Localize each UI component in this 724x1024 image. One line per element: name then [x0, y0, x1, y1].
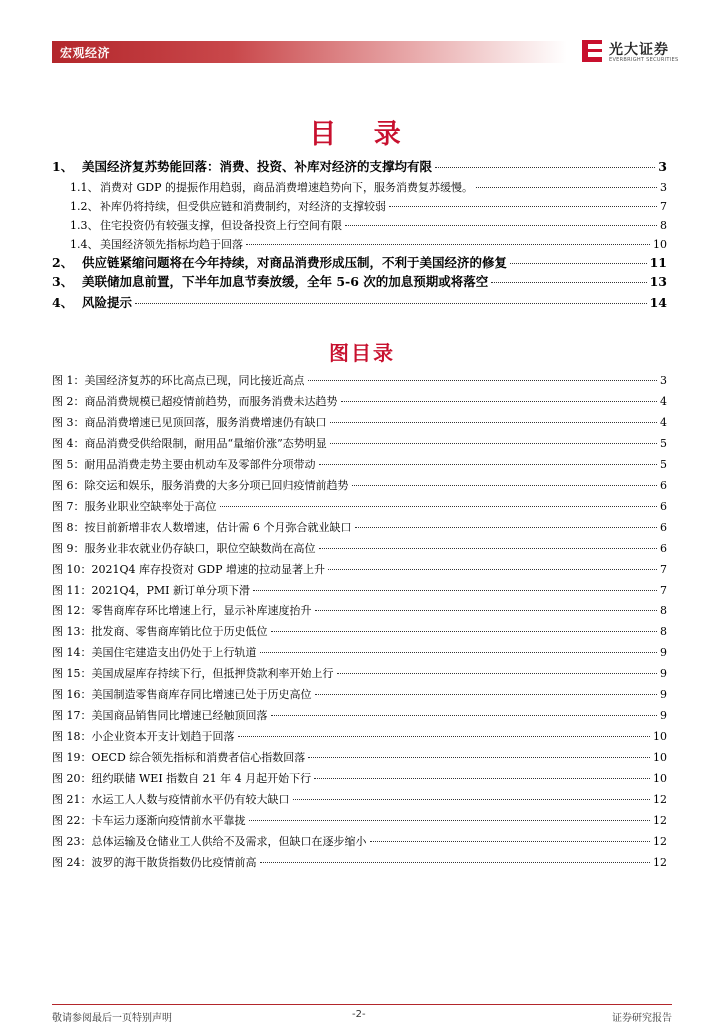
toc-entry-text: 供应链紧缩问题将在今年持续，对商品消费形成压制，不利于美国经济的修复	[82, 255, 508, 270]
logo-name-en: EVERBRIGHT SECURITIES	[609, 57, 679, 63]
figure-entry-text: 图 3：商品消费增速已见顶回落，服务消费增速仍有缺口	[52, 416, 327, 429]
toc-entry-text: 消费对 GDP 的提振作用趋弱，商品消费增速趋势向下，服务消费复苏缓慢。	[100, 181, 473, 194]
company-logo	[580, 38, 679, 66]
dot-leader	[476, 187, 657, 188]
dot-leader	[260, 862, 651, 863]
dot-leader	[315, 610, 658, 611]
dot-leader	[319, 464, 658, 465]
toc-entry-number: 1、	[52, 159, 74, 174]
figure-entry-text: 图 2：商品消费规模已超疫情前趋势，而服务消费未达趋势	[52, 395, 338, 408]
figure-entry-text: 图 14：美国住宅建造支出仍处于上行轨道	[52, 646, 257, 659]
dot-leader	[389, 206, 657, 207]
figure-entry[interactable]	[52, 456, 667, 472]
figure-entry-page: 10	[653, 751, 667, 764]
figure-entry[interactable]	[52, 477, 667, 493]
dot-leader	[308, 380, 658, 381]
figure-entry-text: 图 4：商品消费受供给限制，耐用品“量缩价涨”态势明显	[52, 437, 327, 450]
footer-report-type: 证券研究报告	[612, 1013, 672, 1024]
figure-entry-page: 6	[660, 479, 667, 492]
figure-entry-page: 4	[660, 416, 667, 429]
toc-entry-number: 1.1、	[70, 181, 99, 194]
toc-entry-number: 1.2、	[70, 200, 99, 213]
toc-entry-page: 8	[660, 219, 667, 232]
figure-entry-text: 图 13：批发商、零售商库销比位于历史低位	[52, 625, 268, 638]
dot-leader	[330, 422, 658, 423]
figure-entry[interactable]	[52, 435, 667, 451]
dot-leader	[220, 506, 658, 507]
figure-entry-page: 6	[660, 521, 667, 534]
figure-entry[interactable]	[52, 749, 667, 765]
toc-entry-text: 美联储加息前置，下半年加息节奏放缓，全年 5-6 次的加息预期或将落空	[82, 274, 489, 289]
toc-entry-text: 风险提示	[82, 295, 133, 310]
figure-entry-page: 12	[653, 835, 667, 848]
toc-entry-number: 4、	[52, 295, 74, 310]
dot-leader	[238, 736, 651, 737]
dot-leader	[370, 841, 651, 842]
logo-name-cn: 光大证券	[609, 42, 669, 58]
toc-entry-page: 10	[653, 238, 667, 251]
figure-entry[interactable]	[52, 665, 667, 681]
figure-entry-text: 图 21：水运工人人数与疫情前水平仍有较大缺口	[52, 793, 290, 806]
toc-entry-text: 住宅投资仍有较强支撑，但设备投资上行空间有限	[100, 219, 342, 232]
figure-entry-page: 7	[660, 563, 667, 576]
figure-entry[interactable]	[52, 582, 667, 598]
toc-entry[interactable]	[70, 198, 667, 214]
toc-entry-number: 2、	[52, 255, 74, 270]
figure-entry-page: 9	[660, 667, 667, 680]
figure-entry-page: 12	[653, 793, 667, 806]
figure-entry-text: 图 9：服务业非农就业仍存缺口，职位空缺数尚在高位	[52, 542, 316, 555]
figure-entry-text: 图 11：2021Q4，PMI 新订单分项下滑	[52, 584, 251, 597]
header-bar	[52, 41, 567, 63]
dot-leader	[435, 167, 655, 168]
figure-entry-text: 图 19：OECD 综合领先指标和消费者信心指数回落	[52, 751, 306, 764]
figure-entry[interactable]	[52, 707, 667, 723]
toc-entry-number: 3、	[52, 274, 74, 289]
dot-leader	[246, 244, 650, 245]
figure-entry-text: 图 20：纽约联储 WEI 指数自 21 年 4 月起开始下行	[52, 772, 312, 785]
figure-entry-text: 图 7：服务业职业空缺率处于高位	[52, 500, 217, 513]
figure-entry-text: 图 17：美国商品销售同比增速已经触顶回落	[52, 709, 268, 722]
toc-entry-page: 7	[660, 200, 667, 213]
toc-entry[interactable]	[52, 253, 667, 271]
figure-entry-page: 6	[660, 500, 667, 513]
figure-entry[interactable]	[52, 519, 667, 535]
figure-entry-page: 3	[660, 374, 667, 387]
figure-entry[interactable]	[52, 561, 667, 577]
figure-entry-page: 12	[653, 814, 667, 827]
dot-leader	[491, 282, 646, 283]
dot-leader	[293, 799, 651, 800]
toc-entry-text: 补库仍将持续，但受供应链和消费制约，对经济的支撑较弱	[100, 200, 386, 213]
dot-leader	[345, 225, 657, 226]
toc-entry[interactable]	[70, 236, 667, 252]
figure-entry-text: 图 18：小企业资本开支计划趋于回落	[52, 730, 235, 743]
dot-leader	[308, 757, 650, 758]
dot-leader	[337, 673, 658, 674]
figure-entry[interactable]	[52, 686, 667, 702]
toc-entry-page: 3	[660, 181, 667, 194]
figure-entry-page: 5	[660, 458, 667, 471]
figure-toc-title: 图目录	[329, 341, 395, 365]
dot-leader	[341, 401, 658, 402]
dot-leader	[319, 548, 658, 549]
toc-entry[interactable]	[52, 272, 667, 290]
dot-leader	[328, 569, 657, 570]
figure-entry[interactable]	[52, 728, 667, 744]
footer-divider	[52, 1004, 672, 1005]
figure-entry-page: 7	[660, 584, 667, 597]
toc-entry[interactable]	[52, 157, 667, 175]
dot-leader	[352, 485, 658, 486]
toc-entry-number: 1.4、	[70, 238, 99, 251]
figure-entry-text: 图 6：除交运和娱乐，服务消费的大多分项已回归疫情前趋势	[52, 479, 349, 492]
toc-entry-text: 美国经济领先指标均趋于回落	[100, 238, 243, 251]
toc-entry-text: 美国经济复苏势能回落：消费、投资、补库对经济的支撑均有限	[82, 159, 433, 174]
toc-entry-page: 13	[649, 274, 667, 289]
toc-entry[interactable]	[70, 179, 667, 195]
figure-entry[interactable]	[52, 498, 667, 514]
logo-mark-icon	[580, 38, 604, 64]
figure-entry-page: 6	[660, 542, 667, 555]
figure-entry[interactable]	[52, 540, 667, 556]
dot-leader	[355, 527, 658, 528]
figure-entry-page: 4	[660, 395, 667, 408]
toc-entry-page: 11	[649, 255, 667, 270]
toc-entry-page: 3	[658, 159, 667, 174]
figure-entry-text: 图 1：美国经济复苏的环比高点已现，同比接近高点	[52, 374, 305, 387]
figure-entry[interactable]	[52, 812, 667, 828]
figure-entry-text: 图 8：按目前新增非农人数增速，估计需 6 个月弥合就业缺口	[52, 521, 352, 534]
figure-entry[interactable]	[52, 854, 667, 870]
toc-entry[interactable]	[52, 293, 667, 311]
dot-leader	[249, 820, 651, 821]
figure-entry-page: 9	[660, 646, 667, 659]
figure-entry-page: 10	[653, 730, 667, 743]
figure-entry-page: 12	[653, 856, 667, 869]
dot-leader	[315, 694, 658, 695]
toc-entry-number: 1.3、	[70, 219, 99, 232]
figure-entry-text: 图 24：波罗的海干散货指数仍比疫情前高	[52, 856, 257, 869]
page-number: -2-	[352, 1009, 366, 1020]
dot-leader	[135, 303, 647, 304]
figure-entry[interactable]	[52, 791, 667, 807]
dot-leader	[330, 443, 657, 444]
figure-entry[interactable]	[52, 372, 667, 388]
figure-entry-page: 8	[660, 604, 667, 617]
figure-entry-text: 图 10：2021Q4 库存投资对 GDP 增速的拉动显著上升	[52, 563, 326, 576]
figure-entry-text: 图 22：卡车运力逐渐向疫情前水平靠拢	[52, 814, 246, 827]
figure-entry[interactable]	[52, 623, 667, 639]
dot-leader	[271, 631, 658, 632]
footer-disclaimer: 敬请参阅最后一页特别声明	[52, 1013, 172, 1024]
section-label: 宏观经济	[60, 46, 111, 60]
toc-entry-page: 14	[649, 295, 667, 310]
figure-entry[interactable]	[52, 833, 667, 849]
figure-entry-page: 8	[660, 625, 667, 638]
figure-entry-page: 9	[660, 688, 667, 701]
figure-entry-text: 图 12：零售商库存环比增速上行，显示补库速度抬升	[52, 604, 312, 617]
figure-entry[interactable]	[52, 393, 667, 409]
toc-title: 目 录	[309, 119, 415, 150]
figure-entry-page: 10	[653, 772, 667, 785]
figure-entry[interactable]	[52, 644, 667, 660]
dot-leader	[253, 590, 657, 591]
figure-entry-text: 图 16：美国制造零售商库存同比增速已处于历史高位	[52, 688, 312, 701]
toc-entry[interactable]	[70, 217, 667, 233]
figure-entry-text: 图 5：耐用品消费走势主要由机动车及零部件分项带动	[52, 458, 316, 471]
figure-entry-text: 图 23：总体运输及仓储业工人供给不及需求，但缺口在逐步缩小	[52, 835, 367, 848]
dot-leader	[510, 263, 647, 264]
figure-entry-text: 图 15：美国成屋库存持续下行，但抵押贷款利率开始上行	[52, 667, 334, 680]
figure-entry-page: 5	[660, 437, 667, 450]
figure-entry[interactable]	[52, 602, 667, 618]
figure-entry-page: 9	[660, 709, 667, 722]
figure-entry[interactable]	[52, 770, 667, 786]
dot-leader	[260, 652, 658, 653]
figure-entry[interactable]	[52, 414, 667, 430]
dot-leader	[314, 778, 650, 779]
dot-leader	[271, 715, 658, 716]
